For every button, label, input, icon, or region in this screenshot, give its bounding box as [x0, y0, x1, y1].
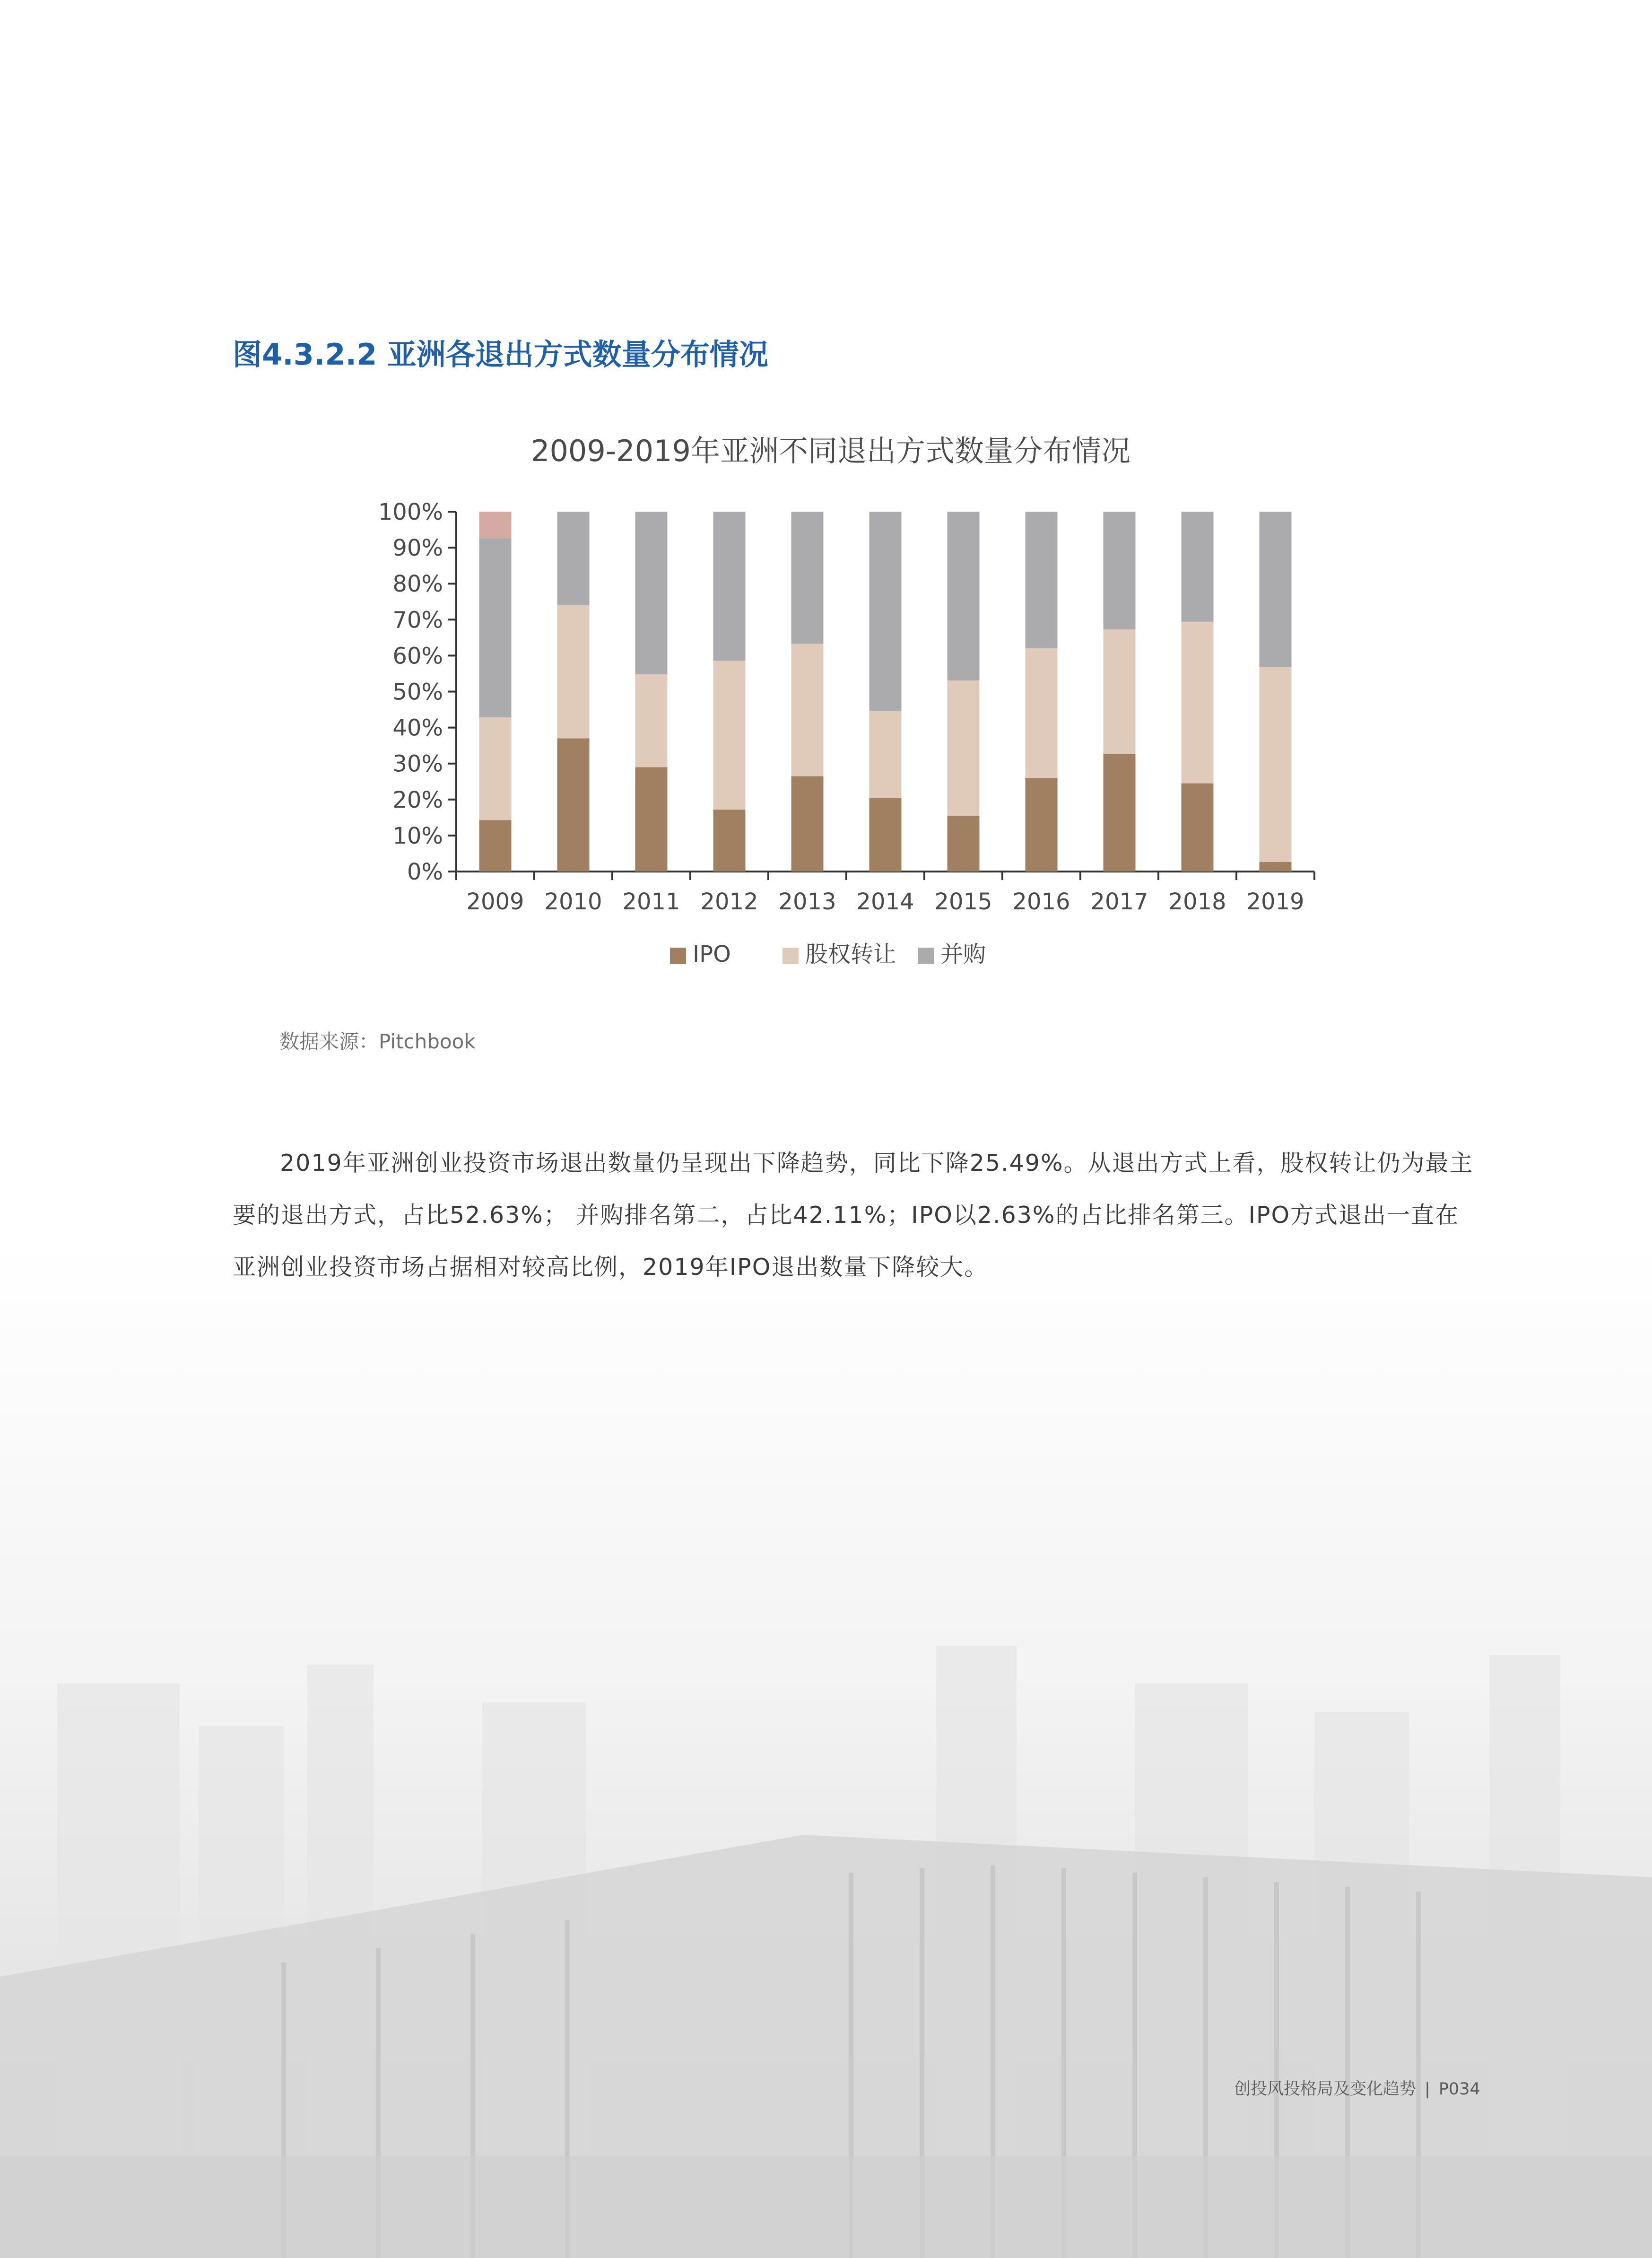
x-tick-label: 2015	[934, 889, 992, 915]
bar-segment	[1260, 862, 1292, 872]
y-tick-label: 80%	[392, 571, 443, 598]
legend-label: 股权转让	[805, 941, 896, 968]
bar-segment	[791, 512, 824, 644]
bar-segment	[479, 717, 512, 820]
bar-segment	[635, 512, 668, 674]
footer-separator: |	[1425, 2080, 1430, 2099]
bar-segment	[557, 738, 590, 872]
x-tick-label: 2017	[1090, 889, 1148, 915]
bar-segment	[1182, 512, 1214, 622]
legend-swatch	[670, 948, 686, 964]
y-tick-label: 30%	[392, 750, 443, 777]
bar-segment	[1104, 754, 1136, 872]
x-tick-label: 2013	[778, 889, 836, 915]
x-tick-label: 2009	[466, 889, 524, 915]
footer-title: 创投风投格局及变化趋势	[1234, 2080, 1417, 2099]
bar-segment	[557, 605, 590, 739]
stacked-bar-chart	[0, 0, 1652, 993]
paragraph-text: 2019年亚洲创业投资市场退出数量仍呈现出下降趋势，同比下降25.49%。从退出方式上看，股权转让仍为最主要的退出方式，占比52.63%； 并购排名第二，占比42.11%；IPO以2.63%的占比排名第三。IPO方式退出一直在亚洲创业投资市场占据相对较高比例，2019年IPO退出数量下降较大。	[233, 1150, 1474, 1281]
x-tick-label: 2012	[700, 889, 758, 915]
y-tick-label: 50%	[392, 679, 443, 706]
bar-segment	[635, 767, 668, 872]
bar-segment	[869, 512, 902, 711]
x-tick-label: 2016	[1012, 889, 1070, 915]
bar-segment	[1104, 512, 1136, 629]
y-tick-label: 10%	[392, 822, 443, 849]
x-tick-label: 2018	[1168, 889, 1226, 915]
bar-segment	[1104, 629, 1136, 754]
legend-swatch	[783, 948, 799, 964]
y-tick-label: 70%	[392, 607, 443, 634]
legend-swatch	[918, 948, 934, 964]
legend-label: 并购	[940, 941, 986, 968]
x-tick-label: 2010	[544, 889, 602, 915]
bar-segment	[1026, 648, 1058, 778]
x-tick-label: 2019	[1246, 889, 1304, 915]
bar-segment	[479, 512, 512, 538]
bar-segment	[791, 644, 824, 776]
bar-segment	[1182, 784, 1214, 872]
page-footer	[1234, 2076, 1480, 2100]
data-source: 数据来源：Pitchbook	[279, 1030, 476, 1053]
body-paragraph	[233, 1137, 1476, 1293]
page-number: P034	[1438, 2080, 1480, 2099]
chart-title: 2009-2019年亚洲不同退出方式数量分布情况	[531, 434, 1130, 468]
bar-segment	[635, 674, 668, 767]
bar-segment	[713, 512, 746, 661]
bar-segment	[869, 711, 902, 798]
bar-segment	[713, 810, 746, 872]
bar-segment	[948, 816, 980, 872]
y-tick-label: 60%	[392, 643, 443, 670]
bar-segment	[948, 512, 980, 680]
y-tick-label: 100%	[378, 499, 443, 525]
bar-segment	[1182, 622, 1214, 784]
figure-title: 图4.3.2.2 亚洲各退出方式数量分布情况	[233, 337, 768, 372]
x-tick-label: 2011	[622, 889, 680, 915]
y-tick-label: 40%	[392, 715, 443, 741]
x-tick-label: 2014	[856, 889, 914, 915]
bar-segment	[1026, 778, 1058, 872]
bar-segment	[479, 820, 512, 872]
bar-segment	[1260, 667, 1292, 862]
bar-segment	[557, 512, 590, 605]
bar-segment	[869, 798, 902, 872]
legend-label: IPO	[693, 941, 731, 968]
bar-segment	[948, 680, 980, 816]
bar-segment	[713, 661, 746, 810]
y-tick-label: 20%	[392, 786, 443, 813]
bar-segment	[1026, 512, 1058, 648]
bar-segment	[791, 776, 824, 872]
bar-segment	[479, 538, 512, 717]
bar-segment	[1260, 512, 1292, 667]
y-tick-label: 0%	[407, 859, 443, 885]
y-tick-label: 90%	[392, 535, 443, 562]
